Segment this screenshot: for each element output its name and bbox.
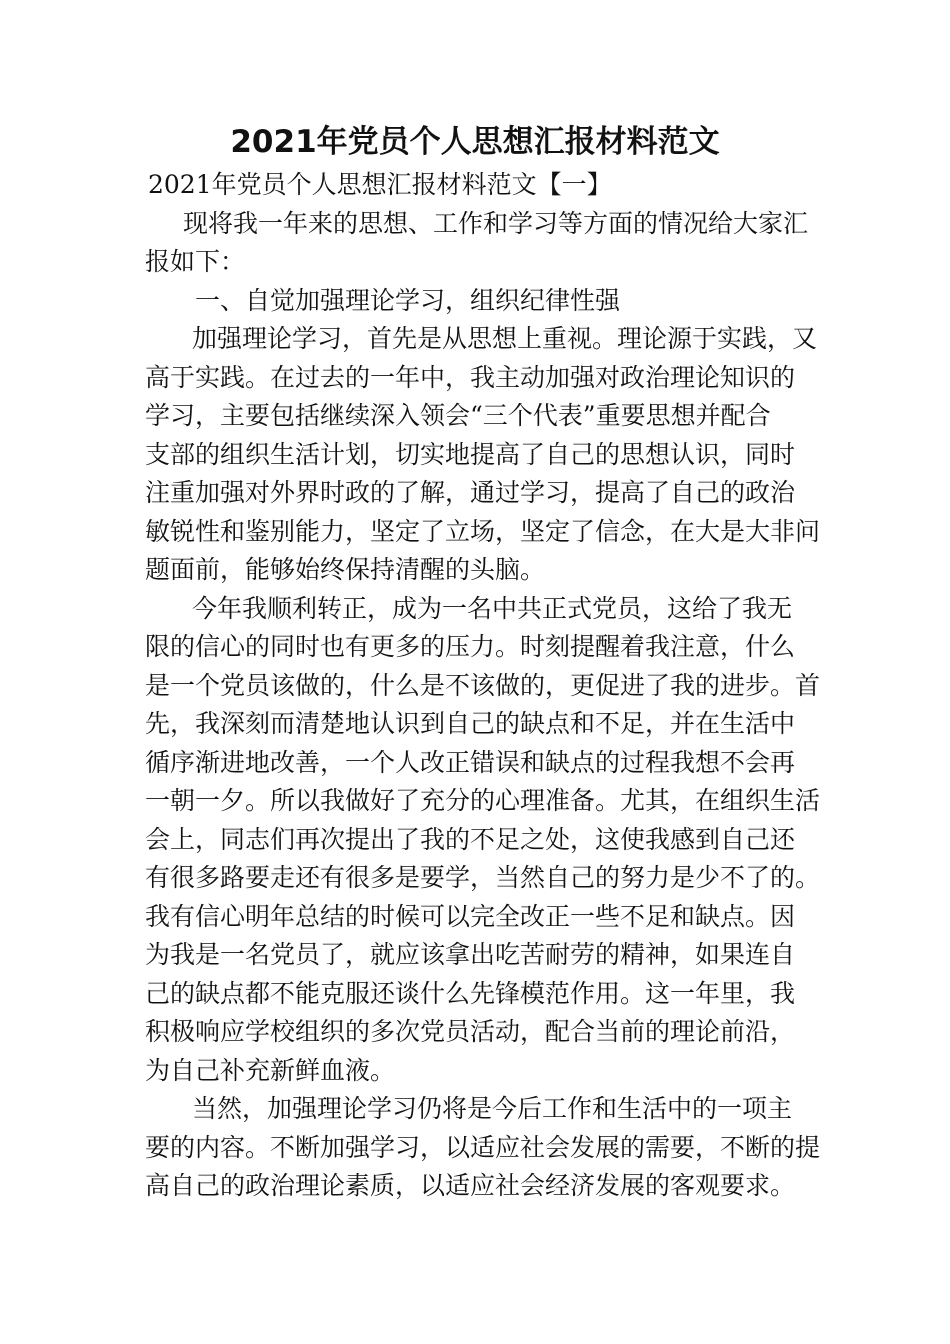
paragraph-line: 有很多路要走还有很多是要学，当然自己的努力是少不了的。 — [145, 863, 821, 892]
paragraph-line: 报如下： — [145, 247, 246, 276]
paragraph-line: 会上，同志们再次提出了我的不足之处，这使我感到自己还 — [145, 824, 796, 854]
paragraph-line: 要的内容。不断加强学习，以适应社会发展的需要，不断的提 — [145, 1132, 821, 1162]
paragraph-line: 今年我顺利转正，成为一名中共正式党员，这给了我无 — [192, 593, 793, 623]
paragraph-line: 己的缺点都不能克服还谈什么先锋模范作用。这一年里，我 — [145, 978, 796, 1008]
paragraph-line: 敏锐性和鉴别能力，坚定了立场，坚定了信念，在大是大非问 — [145, 516, 821, 546]
paragraph-line: 限的信心的同时也有更多的压力。时刻提醒着我注意，什么 — [145, 632, 796, 661]
paragraph-line: 一朝一夕。所以我做好了充分的心理准备。尤其，在组织生活 — [145, 786, 821, 815]
paragraph-line: 为自己补充新鲜血液。 — [145, 1055, 396, 1085]
paragraph-line: 注重加强对外界时政的了解，通过学习，提高了自己的政治 — [145, 478, 796, 507]
paragraph-line: 为我是一名党员了，就应该拿出吃苦耐劳的精神，如果连自 — [145, 940, 796, 969]
paragraph-line: 是一个党员该做的，什么是不该做的，更促进了我的进步。首 — [145, 670, 821, 700]
paragraph-line: 现将我一年来的思想、工作和学习等方面的情况给大家汇 — [183, 208, 809, 238]
paragraph-line: 积极响应学校组织的多次党员活动，配合当前的理论前沿， — [145, 1017, 796, 1046]
document-body — [145, 166, 825, 1206]
document-title: 2021年党员个人思想汇报材料范文 — [230, 124, 720, 160]
paragraph-line: 当然，加强理论学习仍将是今后工作和生活中的一项主 — [192, 1094, 793, 1123]
paragraph-line: 高于实践。在过去的一年中，我主动加强对政治理论知识的 — [145, 362, 796, 392]
section-subtitle: 2021年党员个人思想汇报材料范文【一】 — [148, 170, 612, 199]
paragraph-line: 高自己的政治理论素质，以适应社会经济发展的客观要求。 — [145, 1171, 796, 1200]
paragraph-line: 学习，主要包括继续深入领会“三个代表”重要思想并配合 — [145, 401, 771, 430]
section-heading: 一、自觉加强理论学习，组织纪律性强 — [195, 285, 621, 315]
paragraph-line: 循序渐进地改善，一个人改正错误和缺点的过程我想不会再 — [145, 747, 796, 777]
paragraph-line: 加强理论学习，首先是从思想上重视。理论源于实践，又 — [192, 324, 818, 353]
paragraph-line: 我有信心明年总结的时候可以完全改正一些不足和缺点。因 — [145, 901, 796, 931]
paragraph-line: 支部的组织生活计划，切实地提高了自己的思想认识，同时 — [145, 439, 796, 469]
paragraph-line: 先，我深刻而清楚地认识到自己的缺点和不足，并在生活中 — [145, 709, 796, 738]
paragraph-line: 题面前，能够始终保持清醒的头脑。 — [145, 555, 546, 584]
